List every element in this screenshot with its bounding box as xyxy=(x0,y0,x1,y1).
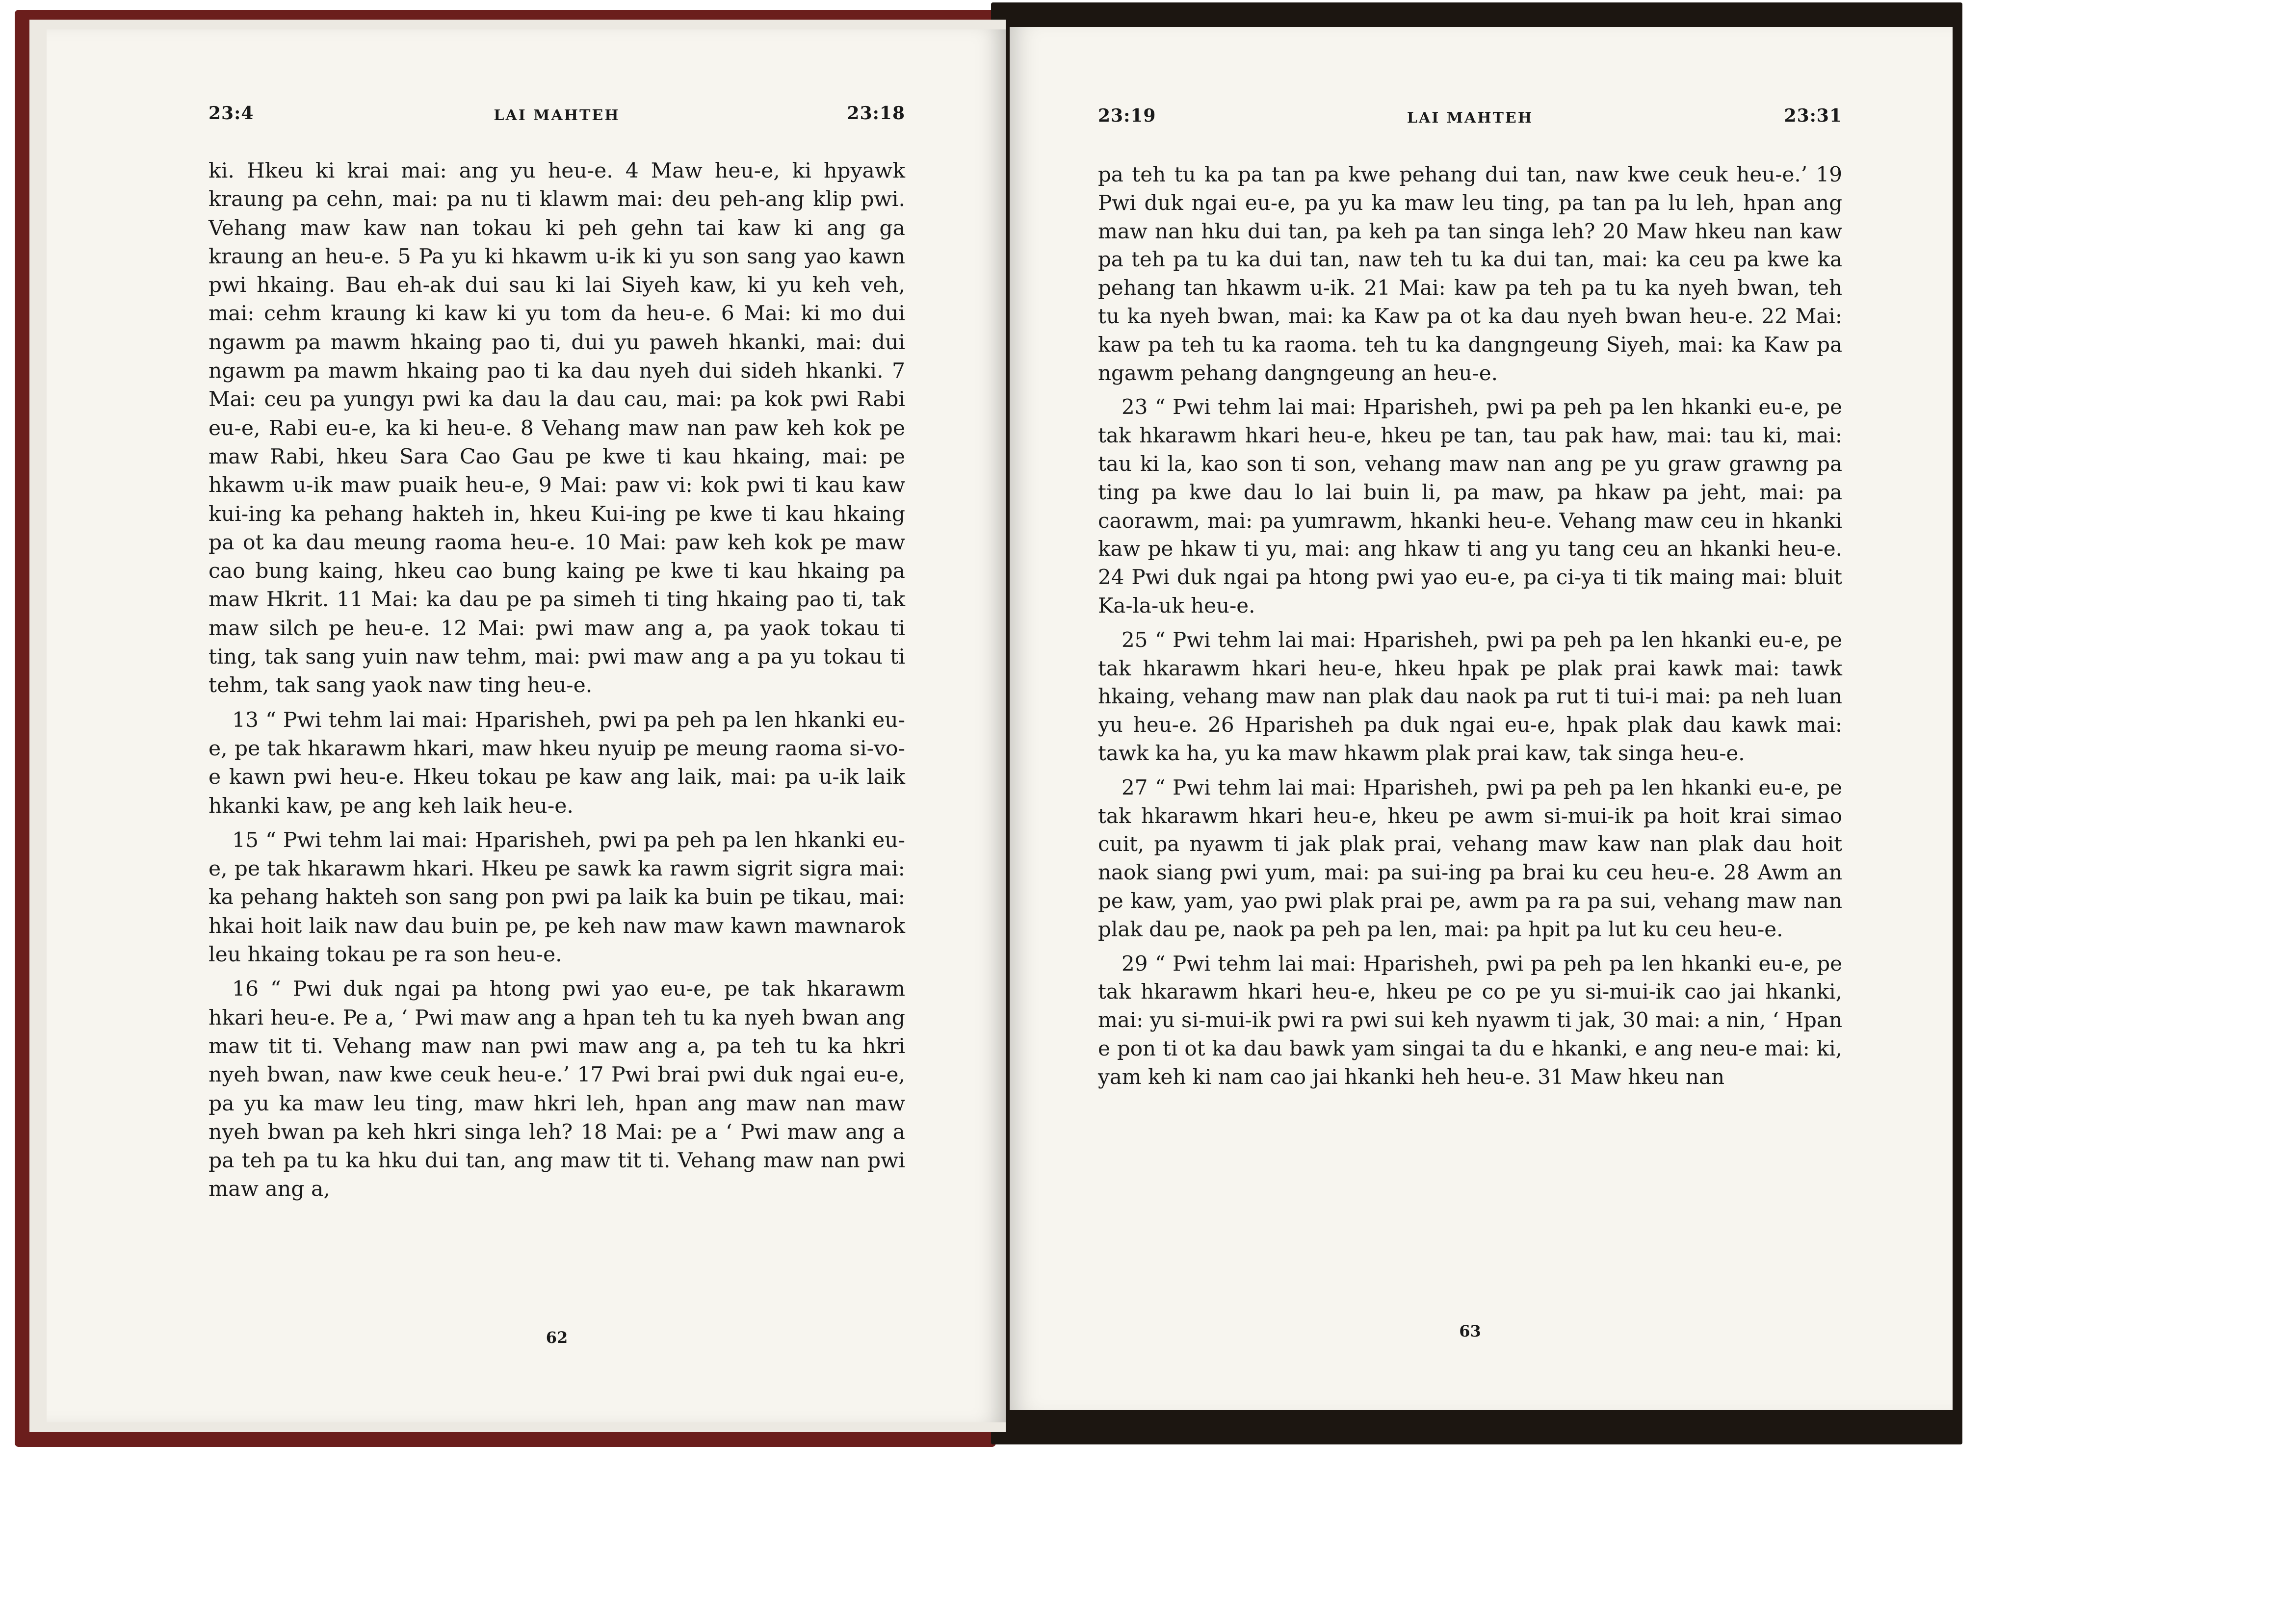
paragraph: 23 “ Pwi tehm lai mai: Hparisheh, pwi pa peh pa len hkanki eu-e, pe tak hkarawm hkari heu-e, hkeu pe tan, tau pak haw, mai: tau ki, mai: tau ki la, kao son ti son, vehang maw nan ang pe yu graw grawng pa ting pa kwe dau lo lai buin li, pa maw, pa hkaw pa jeht, mai: pa caorawm, mai: pa yumrawm, hkanki heu-e. Vehang maw ceu in hkanki kaw pe hkaw ti yu, mai: ang hkaw ti ang yu tang ceu an hkanki heu-e. 24 Pwi duk ngai pa htong pwi yao eu-e, pa ci-ya ti tik maing mai: bluit Ka-la-uk heu-e. xyxy=(1098,395,1842,618)
left-page xyxy=(47,29,1006,1422)
paragraph: ki. Hkeu ki krai mai: ang yu heu-e. 4 Maw heu-e, ki hpyawk kraung pa cehn, mai: pa nu ti klawm mai: deu peh-ang klip pwi. Vehang maw kaw nan tokau ki peh gehn tai kaw ki ang ga kraung an heu-e. 5 Pa yu ki hkawm u-ik ki yu son sang yao kawn pwi hkaing. Bau eh-ak dui sau ki lai Siyeh kaw, ki yu keh veh, mai: cehm kraung ki kaw ki yu tom da heu-e. 6 Mai: ki mo dui ngawm pa mawm hkaing pao ti, dui yu paweh hkanki, mai: dui ngawm pa mawm hkaing pao ti ka dau nyeh dui sideh hkanki. 7 Mai: ceu pa yungyı pwi ka dau la dau cau, mai: pa kok pwi Rabi eu-e, Rabi eu-e, ka ki heu-e. 8 Vehang maw nan paw keh kok pe maw Rabi, hkeu Sara Cao Gau pe kwe ti kau hkaing, mai: pe hkawm u-ik maw puaik heu-e, 9 Mai: paw vi: kok pwi ti kau kaw kui-ing ka pehang hakteh in, hkeu Kui-ing pe kwe ti kau hkaing pa ot ka dau meung raoma heu-e. 10 Mai: paw keh kok pe maw cao bung kaing, hkeu cao bung kaing pe kwe ti kau hkaing pa maw Hkrit. 11 Mai: ka dau pe pa simeh ti ting hkaing pao ti, tak maw silch pe heu-e. 12 Mai: pwi maw ang a, pa yaok tokau ti ting, tak sang yuin naw tehm, mai: pwi maw ang a pa yu tokau ti tehm, tak sang yaok naw ting heu-e. xyxy=(209,159,905,698)
paragraph: pa teh tu ka pa tan pa kwe pehang dui tan, naw kwe ceuk heu-e.’ 19 Pwi duk ngai eu-e, pa yu ka maw leu ting, pa tan pa lu leh, hpan ang maw nan hku dui tan, pa keh pa tan singa leh? 20 Maw hkeu nan kaw pa teh pa tu ka dui tan, naw teh tu ka dui tan, mai: ka ceu pa kwe ka pehang tan hkawm u-ik. 21 Mai: kaw pa teh pa tu ka nyeh bwan, teh tu ka nyeh bwan, mai: ka Kaw pa ot ka dau nyeh bwan heu-e. 22 Mai: kaw pa teh tu ka raoma. teh tu ka dangngeung Siyeh, mai: ka Kaw pa ngawm pehang dangngeung an heu-e. xyxy=(1098,162,1842,385)
running-head xyxy=(209,103,905,132)
page-number: 63 xyxy=(1459,1322,1481,1340)
page-number: 62 xyxy=(546,1328,568,1347)
page-body xyxy=(209,157,905,1204)
paragraph: 15 “ Pwi tehm lai mai: Hparisheh, pwi pa peh pa len hkanki eu-e, pe tak hkarawm hkari. Hkeu pe sawk ka rawm sigrit sigra mai: ka pehang hakteh son sang pon pwi pa laik ka buin pe tikau, mai: hkai hoit laik naw dau buin pe, pe keh naw maw kawn mawnarok leu hkaing tokau pe ra son heu-e. xyxy=(209,828,905,967)
paragraph: 16 “ Pwi duk ngai pa htong pwi yao eu-e, pe tak hkarawm hkari heu-e. Pe a, ‘ Pwi maw ang a hpan teh tu ka nyeh bwan ang maw tit ti. Vehang maw nan pwi maw ang a, pa teh tu ka hkri nyeh bwan, naw kwe ceuk heu-e.’ 17 Pwi brai pwi duk ngai eu-e, pa yu ka maw leu ting, maw hkri leh, hpan ang maw nan maw nyeh bwan pa keh hkri singa leh? 18 Mai: pe a ‘ Pwi maw ang a pa teh pa tu ka hku dui tan, ang maw tit ti. Vehang maw nan pwi maw ang a, xyxy=(209,977,905,1202)
paragraph: 13 “ Pwi tehm lai mai: Hparisheh, pwi pa peh pa len hkanki eu-e, pe tak hkarawm hkari, maw hkeu nyuip pe meung raoma si-vo-e kawn pwi heu-e. Hkeu tokau pe kaw ang laik, mai: pa u-ik laik hkanki kaw, pe ang keh laik heu-e. xyxy=(209,708,905,818)
chapter-verse-start: 23:19 xyxy=(1098,105,1156,126)
book-title: LAI MAHTEH xyxy=(1407,109,1534,127)
chapter-verse-end: 23:31 xyxy=(1784,105,1842,126)
book-title: LAI MAHTEH xyxy=(494,107,620,124)
running-head xyxy=(1098,105,1842,135)
right-page xyxy=(1010,27,1953,1410)
chapter-verse-start: 23:4 xyxy=(209,103,254,124)
chapter-verse-end: 23:18 xyxy=(847,103,905,124)
paragraph: 27 “ Pwi tehm lai mai: Hparisheh, pwi pa peh pa len hkanki eu-e, pe tak hkarawm hkari heu-e, hkeu pe awm si-mui-ik pa hoit krai simao cuit, pa nyawm ti jak plak prai, vehang maw kaw nan plak dau hoit naok siang pwi yum, mai: pa sui-ing pa brai ku ceu heu-e. 28 Awm an pe kaw, yam, yao pwi plak prai pe, awm pa ra pa sui, vehang maw nan plak dau pe, naok pa peh pa len, mai: pa hpit pa lut ku ceu heu-e. xyxy=(1098,775,1842,941)
page-body xyxy=(1098,160,1842,1091)
paragraph: 29 “ Pwi tehm lai mai: Hparisheh, pwi pa peh pa len hkanki eu-e, pe tak hkarawm hkari heu-e, hkeu pe co pe yu si-mui-ik cao jai hkanki, mai: yu si-mui-ik pwi ra pwi sui keh nyawm ti jak, 30 mai: a nin, ‘ Hpan e pon ti ot ka dau bawk yam singai ta du e hkanki, e ang neu-e mai: ki, yam keh ki nam cao jai hkanki heh heu-e. 31 Maw hkeu nan xyxy=(1098,951,1842,1089)
paragraph: 25 “ Pwi tehm lai mai: Hparisheh, pwi pa peh pa len hkanki eu-e, pe tak hkarawm hkari heu-e, hkeu hpak pe plak prai kawk mai: tawk hkaing, vehang maw nan plak dau naok pa rut ti tui-i mai: pa neh luan yu heu-e. 26 Hparisheh pa duk ngai eu-e, hpak plak dau kawk mai: tawk ka ha, yu ka maw hkawm plak prai kaw, tak singa heu-e. xyxy=(1098,627,1842,765)
